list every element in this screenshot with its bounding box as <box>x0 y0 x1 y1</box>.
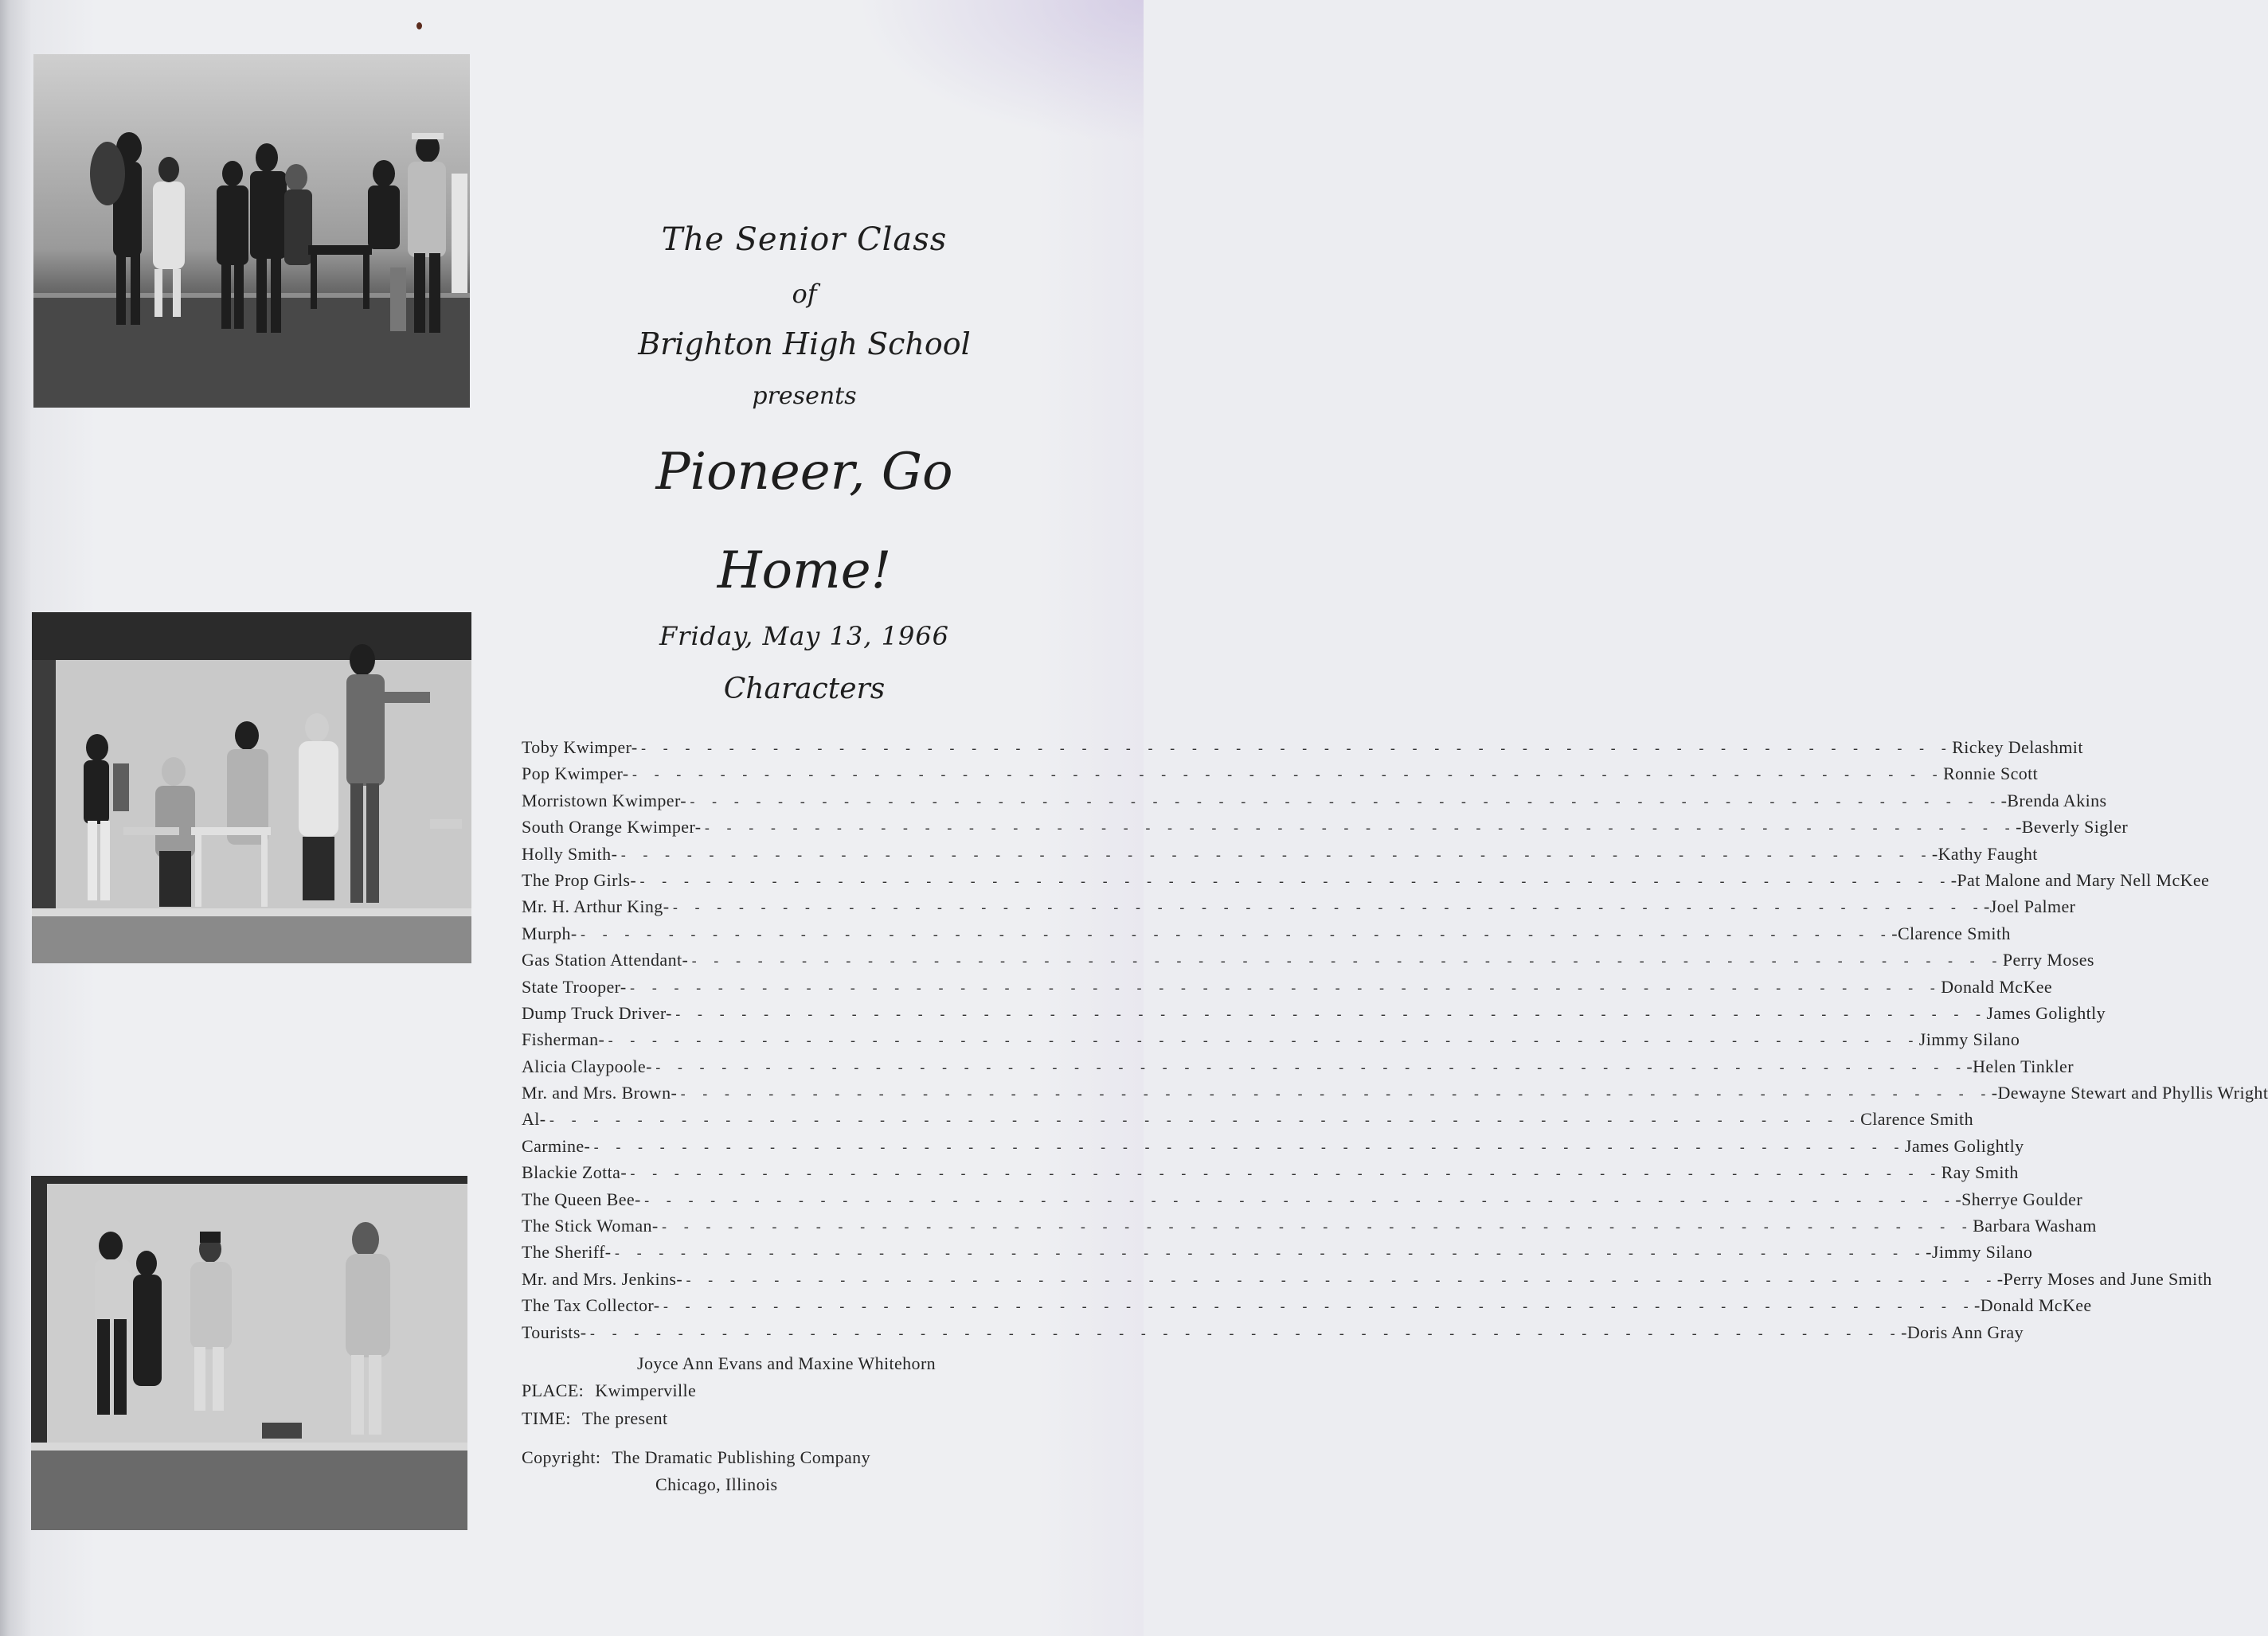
play-title-line-1: Pioneer, Go <box>655 443 953 502</box>
cast-role: Holly Smith- <box>522 843 618 864</box>
cast-row <box>522 1162 2019 1189</box>
header-line-school: Brighton High School <box>638 326 971 361</box>
stage-photo-3 <box>31 1176 467 1530</box>
header-line-of: of <box>792 279 817 309</box>
dot-leader: - - - - - - - - - - - - - - - - - - - - - - - - - - - - - - - - - - - - - - - - - - - - - - - - - - - - - - - - - - - - <box>687 793 2000 810</box>
cast-actor: -Doris Ann Gray <box>1901 1322 2024 1342</box>
dot-leader: - - - - - - - - - - - - - - - - - - - - - - - - - - - - - - - - - - - - - - - - - - - - - - - - - - - - - - - - - - - - <box>628 979 1940 997</box>
cast-role: Morristown Kwimper- <box>522 790 686 810</box>
cast-row <box>522 923 2011 950</box>
cast-actor: Ronnie Scott <box>1943 763 2039 784</box>
cast-role: The Sheriff- <box>522 1242 612 1263</box>
stage-photo-2 <box>32 612 471 963</box>
cast-row <box>522 790 2107 817</box>
cast-row <box>522 1216 2097 1242</box>
play-date: Friday, May 13, 1966 <box>659 621 950 651</box>
cast-role: Gas Station Attendant- <box>522 950 689 970</box>
cast-role: Fisherman- <box>522 1029 605 1050</box>
header-line-presents: presents <box>752 382 857 410</box>
dot-leader: - - - - - - - - - - - - - - - - - - - - - - - - - - - - - - - - - - - - - - - - - - - - - - - - - - - - - - - - - - - - <box>547 1112 1859 1130</box>
cast-actor: Jimmy Silano <box>1918 1029 2020 1050</box>
cast-list <box>522 737 2268 1349</box>
cast-row <box>522 763 2039 790</box>
dot-leader: - - - - - - - - - - - - - - - - - - - - - - - - - - - - - - - - - - - - - - - - - - - - - - - - - - - - - - - - - - - - <box>638 873 1949 890</box>
dot-leader: - - - - - - - - - - - - - - - - - - - - - - - - - - - - - - - - - - - - - - - - - - - - - - - - - - - - - - - - - - - - <box>661 1298 1973 1316</box>
copyright-line <box>522 1447 870 1468</box>
time-line <box>522 1408 668 1429</box>
cast-row <box>522 1056 2074 1083</box>
dot-leader: - - - - - - - - - - - - - - - - - - - - - - - - - - - - - - - - - - - - - - - - - - - - - - - - - - - - - - - - - - - - <box>642 1192 1954 1209</box>
cast-role: Blackie Zotta- <box>522 1162 628 1183</box>
characters-heading: Characters <box>723 673 886 705</box>
cast-actor: Rickey Delashmit <box>1952 737 2083 757</box>
cast-actor: -Sherrye Goulder <box>1955 1189 2083 1209</box>
cast-actor: -Donald McKee <box>1974 1295 2092 1316</box>
cast-row <box>522 737 2083 763</box>
cast-row <box>522 1242 2033 1268</box>
cast-role: Carmine- <box>522 1135 591 1156</box>
cast-role: Murph- <box>522 923 577 943</box>
cast-role: Toby Kwimper- <box>522 737 638 757</box>
dot-leader: - - - - - - - - - - - - - - - - - - - - - - - - - - - - - - - - - - - - - - - - - - - - - - - - - - - - - - - - - - - - <box>592 1138 1903 1156</box>
cast-actor: -Kathy Faught <box>1931 843 2038 864</box>
dot-leader: - - - - - - - - - - - - - - - - - - - - - - - - - - - - - - - - - - - - - - - - - - - - - - - - - - - - - - - - - - - - <box>659 1219 1972 1236</box>
cast-actor: -Beverly Sigler <box>2016 817 2129 838</box>
cast-row <box>522 843 2038 870</box>
dot-leader: - - - - - - - - - - - - - - - - - - - - - - - - - - - - - - - - - - - - - - - - - - - - - - - - - - - - - - - - - - - - <box>690 953 2001 970</box>
cast-actor: -Brenda Akins <box>2000 790 2107 810</box>
cast-role: Mr. and Mrs. Jenkins- <box>522 1268 683 1289</box>
cast-actor: Donald McKee <box>1941 976 2053 997</box>
cast-role: The Prop Girls- <box>522 869 637 890</box>
cast-row <box>522 1189 2083 1216</box>
cast-role: Mr. and Mrs. Brown- <box>522 1083 678 1103</box>
dot-leader: - - - - - - - - - - - - - - - - - - - - - - - - - - - - - - - - - - - - - - - - - - - - - - - - - - - - - - - - - - - - <box>619 846 1930 864</box>
cast-row <box>522 896 2076 923</box>
cast-role: South Orange Kwimper- <box>522 817 702 838</box>
dot-leader: - - - - - - - - - - - - - - - - - - - - - - - - - - - - - - - - - - - - - - - - - - - - - - - - - - - - - - - - - - - - <box>653 1059 1965 1076</box>
cast-actor: Clarence Smith <box>1860 1109 1973 1130</box>
cast-row <box>522 1083 2268 1109</box>
cast-actor: James Golightly <box>1986 1002 2106 1023</box>
cast-actor: -Jimmy Silano <box>1926 1242 2033 1263</box>
dot-leader: - - - - - - - - - - - - - - - - - - - - - - - - - - - - - - - - - - - - - - - - - - - - - - - - - - - - - - - - - - - - <box>578 926 1891 943</box>
cast-actor: James Golightly <box>1904 1135 2024 1156</box>
cast-role: Pop Kwimper- <box>522 763 629 784</box>
cast-actor: Perry Moses <box>2002 950 2094 970</box>
stage-photo-1 <box>33 54 470 408</box>
cast-role: Al- <box>522 1109 546 1130</box>
cast-row <box>522 1109 1973 1135</box>
time-value: The present <box>581 1408 668 1428</box>
place-value: Kwimperville <box>595 1380 697 1400</box>
cast-row <box>522 950 2094 976</box>
cast-actor: -Joel Palmer <box>1984 896 2076 917</box>
time-label: TIME: <box>522 1408 571 1428</box>
dot-leader: - - - - - - - - - - - - - - - - - - - - - - - - - - - - - - - - - - - - - - - - - - - - - - - - - - - - - - - - - - - - <box>612 1245 1925 1263</box>
cast-actor: -Helen Tinkler <box>1966 1056 2074 1076</box>
play-title-line-2: Home! <box>717 541 892 600</box>
cast-role: State Trooper- <box>522 976 627 997</box>
cast-actor: Barbara Washam <box>1973 1216 2097 1236</box>
cast-row <box>522 1029 2020 1056</box>
cast-role: Dump Truck Driver- <box>522 1002 672 1023</box>
dot-leader: - - - - - - - - - - - - - - - - - - - - - - - - - - - - - - - - - - - - - - - - - - - - - - - - - - - - - - - - - - - - <box>639 740 1951 757</box>
cast-actor: Ray Smith <box>1941 1162 2019 1183</box>
dot-leader: - - - - - - - - - - - - - - - - - - - - - - - - - - - - - - - - - - - - - - - - - - - - - - - - - - - - - - - - - - - - <box>606 1033 1918 1050</box>
cast-row <box>522 1295 2092 1322</box>
cast-continuation: Joyce Ann Evans and Maxine Whitehorn <box>637 1353 937 1373</box>
cast-role: Alicia Claypoole- <box>522 1056 652 1076</box>
dot-leader: - - - - - - - - - - - - - - - - - - - - - - - - - - - - - - - - - - - - - - - - - - - - - - - - - - - - - - - - - - - - <box>702 820 2015 838</box>
cast-row <box>522 1268 2212 1295</box>
cast-role: The Queen Bee- <box>522 1189 641 1209</box>
dot-leader: - - - - - - - - - - - - - - - - - - - - - - - - - - - - - - - - - - - - - - - - - - - - - - - - - - - - - - - - - - - - <box>678 1086 1990 1103</box>
copyright-label: Copyright: <box>522 1447 601 1467</box>
cast-row <box>522 1322 2024 1349</box>
dot-leader: - - - - - - - - - - - - - - - - - - - - - - - - - - - - - - - - - - - - - - - - - - - - - - - - - - - - - - - - - - - - <box>671 900 1983 917</box>
cast-actor: -Perry Moses and June Smith <box>1996 1268 2212 1289</box>
dot-leader: - - - - - - - - - - - - - - - - - - - - - - - - - - - - - - - - - - - - - - - - - - - - - - - - - - - - - - - - - - - - <box>588 1325 1900 1342</box>
cast-role: Mr. H. Arthur King- <box>522 896 670 917</box>
cast-role: The Stick Woman- <box>522 1216 659 1236</box>
cast-actor: -Clarence Smith <box>1891 923 2011 943</box>
cast-actor: -Dewayne Stewart and Phyllis Wright <box>1991 1083 2268 1103</box>
place-line <box>522 1380 696 1401</box>
cast-row <box>522 1135 2024 1162</box>
place-label: PLACE: <box>522 1380 585 1400</box>
copyright-publisher: The Dramatic Publishing Company <box>612 1447 870 1467</box>
paper-speck <box>416 22 422 29</box>
dot-leader: - - - - - - - - - - - - - - - - - - - - - - - - - - - - - - - - - - - - - - - - - - - - - - - - - - - - - - - - - - - - <box>630 767 1942 784</box>
cast-row <box>522 869 2210 896</box>
cast-row <box>522 1002 2106 1029</box>
cast-actor: -Pat Malone and Mary Nell McKee <box>1950 869 2210 890</box>
cast-role: Tourists- <box>522 1322 587 1342</box>
cast-role: The Tax Collector- <box>522 1295 660 1316</box>
page-corner-shadow <box>857 0 1144 143</box>
cast-row <box>522 976 2053 1003</box>
dot-leader: - - - - - - - - - - - - - - - - - - - - - - - - - - - - - - - - - - - - - - - - - - - - - - - - - - - - - - - - - - - - <box>628 1166 1940 1183</box>
header-line-senior-class: The Senior Class <box>661 221 948 258</box>
cast-row <box>522 817 2129 843</box>
dot-leader: - - - - - - - - - - - - - - - - - - - - - - - - - - - - - - - - - - - - - - - - - - - - - - - - - - - - - - - - - - - - <box>673 1005 1985 1023</box>
dot-leader: - - - - - - - - - - - - - - - - - - - - - - - - - - - - - - - - - - - - - - - - - - - - - - - - - - - - - - - - - - - - <box>684 1271 1996 1289</box>
copyright-city: Chicago, Illinois <box>655 1474 778 1494</box>
